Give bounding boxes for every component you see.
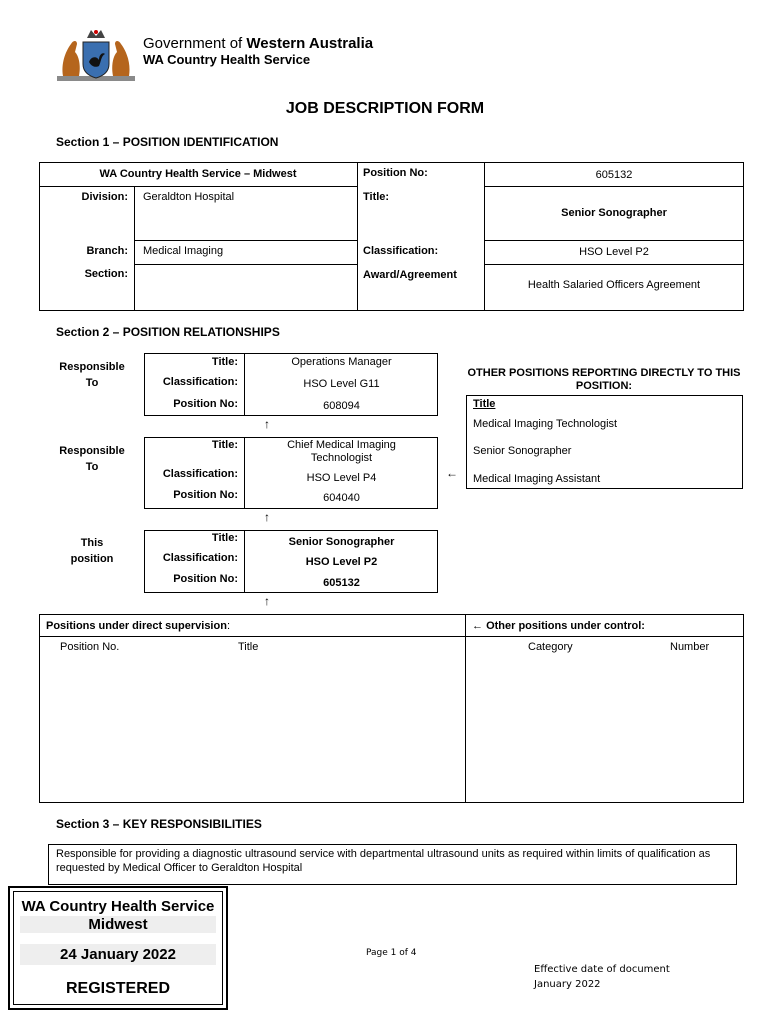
box1-classification-label: Classification: (162, 376, 238, 388)
stamp-line2: Midwest (20, 916, 216, 933)
responsible-to-label-2: Responsible To (59, 445, 125, 473)
coat-of-arms-icon (55, 26, 137, 84)
box1-position-no-value: 608094 (323, 400, 360, 412)
position-no-label: Position No: (363, 167, 428, 179)
classification-label: Classification: (363, 245, 439, 257)
title-value: Senior Sonographer (561, 207, 667, 219)
gov-prefix: Government of (143, 35, 247, 52)
registered-stamp (8, 886, 228, 1010)
arrow-left-icon: ← (446, 466, 458, 480)
stamp-date: 24 January 2022 (20, 944, 216, 965)
arrow-up-icon: ↑ (264, 594, 270, 608)
other-title-column: Title (473, 398, 496, 410)
supervision-heading-colon: : (226, 620, 230, 632)
box3-position-no-label: Position No: (173, 573, 238, 585)
other-control-heading (472, 620, 645, 632)
other-positions-heading: OTHER POSITIONS REPORTING DIRECTLY TO THIS POSITION: (467, 367, 741, 392)
box2-title-label: Title: (211, 439, 238, 451)
arrow-left-icon: ← (472, 620, 487, 632)
box2-position-no-label: Position No: (173, 489, 238, 501)
col-position-no: Position No. (60, 641, 120, 653)
arrow-up-icon: ↑ (264, 417, 270, 431)
org-name: WA Country Health Service – Midwest (99, 168, 297, 180)
this-position-label: This position (70, 537, 114, 565)
box2-classification-value: HSO Level P4 (306, 472, 377, 484)
supervision-heading (46, 620, 230, 632)
box3-title-label: Title: (211, 532, 238, 544)
stamp-line1: WA Country Health Service (21, 898, 215, 915)
branch-label: Branch: (86, 245, 128, 257)
division-value: Geraldton Hospital (143, 191, 235, 203)
col-category: Category (528, 641, 573, 653)
box1-title-value: Operations Manager (291, 356, 392, 368)
government-line (143, 35, 373, 52)
title-label: Title: (363, 191, 390, 203)
page-number: Page 1 of 4 (366, 948, 417, 958)
section2-heading: Section 2 – POSITION RELATIONSHIPS (56, 325, 280, 339)
section-label: Section: (84, 268, 128, 280)
box3-classification-label: Classification: (162, 552, 238, 564)
award-value: Health Salaried Officers Agreement (527, 279, 701, 291)
supervision-heading-text: Positions under direct supervision (46, 620, 227, 632)
responsibilities-text: Responsible for providing a diagnostic ultrasound service with departmental ultrasound units as required within limits of qualification as requested by Medical Officer to Geraldton Hospital (56, 848, 711, 874)
box3-classification-value: HSO Level P2 (305, 556, 378, 568)
list-item: Senior Sonographer (473, 445, 572, 457)
box3-position-no-value: 605132 (323, 577, 360, 589)
col-number: Number (670, 641, 710, 653)
branch-value: Medical Imaging (143, 245, 224, 257)
list-item: Medical Imaging Assistant (473, 473, 601, 485)
arrow-up-icon: ↑ (264, 510, 270, 524)
box3-title-value: Senior Sonographer (288, 536, 395, 548)
effective-date-value: January 2022 (534, 979, 601, 990)
section3-heading: Section 3 – KEY RESPONSIBILITIES (56, 817, 262, 831)
award-label: Award/Agreement (363, 269, 457, 281)
box1-classification-value: HSO Level G11 (303, 378, 380, 390)
box1-title-label: Title: (211, 356, 238, 368)
agency-name: WA Country Health Service (143, 52, 311, 67)
box1-position-no-label: Position No: (173, 398, 238, 410)
list-item: Medical Imaging Technologist (473, 418, 618, 430)
effective-date-label: Effective date of document (534, 964, 670, 975)
other-control-heading-text: Other positions under control: (486, 620, 645, 632)
gov-bold: Western Australia (246, 35, 374, 52)
col-title: Title (238, 641, 259, 653)
classification-value: HSO Level P2 (579, 246, 649, 258)
box2-position-no-value: 604040 (323, 492, 360, 504)
stamp-status: REGISTERED (65, 980, 170, 997)
box2-title-value: Chief Medical Imaging Technologist (287, 439, 396, 464)
section1-heading: Section 1 – POSITION IDENTIFICATION (56, 135, 279, 149)
form-title: JOB DESCRIPTION FORM (285, 100, 485, 117)
position-no-value: 605132 (595, 169, 633, 181)
division-label: Division: (81, 191, 128, 203)
box2-classification-label: Classification: (162, 468, 238, 480)
responsible-to-label-1: Responsible To (59, 361, 125, 389)
